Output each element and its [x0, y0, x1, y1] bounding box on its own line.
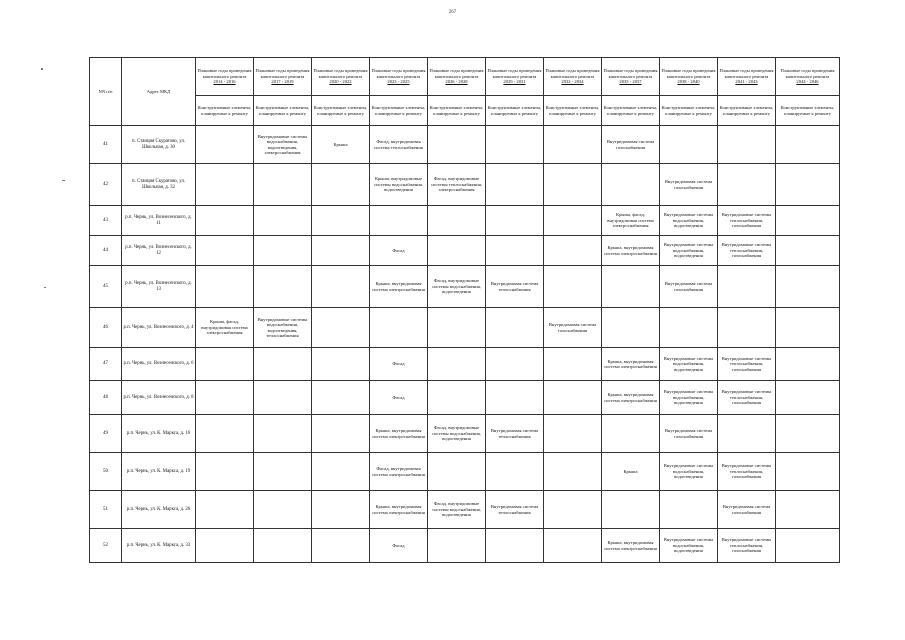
repair-cell [718, 266, 776, 308]
repair-cell [312, 381, 370, 415]
repair-cell [602, 491, 660, 529]
repair-cell: Крыша, внутридомовая система электроснабжения [602, 236, 660, 266]
header-period-years: 2038 - 2040 [677, 79, 700, 85]
repair-cell [660, 308, 718, 348]
header-period-years: 2029 - 2031 [503, 79, 526, 85]
repair-cell [544, 266, 602, 308]
repair-cell [196, 126, 254, 164]
repair-cell: Внутридомовая система газоснабжения [602, 126, 660, 164]
repair-cell [428, 453, 486, 491]
repair-cell [602, 308, 660, 348]
table-row [90, 164, 840, 206]
header-row-elements [90, 96, 840, 126]
repair-cell [254, 348, 312, 381]
repair-cell [486, 236, 544, 266]
repair-cell [544, 415, 602, 453]
repair-cell [254, 453, 312, 491]
repair-cell [196, 348, 254, 381]
repair-cell [196, 453, 254, 491]
repair-cell: Фасад [370, 348, 428, 381]
header-period-label: Плановые годы проведения капитального ремонта [429, 68, 484, 79]
repair-cell [544, 453, 602, 491]
table-row [90, 236, 840, 266]
header-element-label: Конструктивные элементы, планируемые к ремонту [254, 96, 312, 126]
row-address: р.п. Чернь, ул. Вознесенского, д. 8 [122, 381, 196, 415]
repair-cell: Внутридомовая система газоснабжения [718, 491, 776, 529]
row-address: п. Станция Скуратово, ул. Школьная, д. 30 [122, 126, 196, 164]
row-number: 52 [90, 529, 122, 563]
repair-cell [544, 236, 602, 266]
repair-cell [776, 266, 840, 308]
repair-cell [776, 126, 840, 164]
repair-cell [776, 453, 840, 491]
repair-cell: Фасад, внутридомовая система электроснабжения [370, 453, 428, 491]
repair-cell: Фасад [370, 236, 428, 266]
repair-cell: Внутридомовая система газоснабжения [544, 308, 602, 348]
repair-cell [196, 491, 254, 529]
repair-cell [312, 453, 370, 491]
header-period-years: 2023 - 2025 [387, 79, 410, 85]
repair-cell: Крыша, внутридомовая система электроснабжения [370, 415, 428, 453]
table-row [90, 126, 840, 164]
row-address: р.п. Чернь, ул. Вознесенского, д. 11 [122, 206, 196, 236]
table-body [90, 126, 840, 563]
header-element-label: Конструктивные элементы, планируемые к ремонту [428, 96, 486, 126]
repair-cell: Крыша, внутридомовая система электроснабжения [370, 266, 428, 308]
repair-cell: Крыша, внутридомовые системы водоснабжения, водоотведения [370, 164, 428, 206]
repair-cell [776, 415, 840, 453]
header-element-label: Конструктивные элементы, планируемые к ремонту [776, 96, 840, 126]
repair-cell [486, 206, 544, 236]
repair-cell [312, 308, 370, 348]
repair-cell [660, 491, 718, 529]
row-address: р.п. Чернь, ул. К. Маркса, д. 33 [122, 529, 196, 563]
row-number: 44 [90, 236, 122, 266]
repair-cell: Внутридомовые системы теплоснабжения, газоснабжения [718, 381, 776, 415]
repair-cell [428, 381, 486, 415]
repair-cell [486, 126, 544, 164]
repair-cell [312, 529, 370, 563]
repair-cell: Крыша [602, 453, 660, 491]
repair-cell: Внутридомовые системы теплоснабжения, газоснабжения [718, 529, 776, 563]
header-period-years: 2044 - 2046 [796, 79, 819, 85]
repair-cell [196, 266, 254, 308]
repair-cell: Внутридомовые системы водоснабжения, водоотведения [660, 348, 718, 381]
repair-cell [544, 164, 602, 206]
row-number: 43 [90, 206, 122, 236]
row-address: р.п. Чернь, ул. Вознесенского, д. 12 [122, 236, 196, 266]
repair-cell [196, 164, 254, 206]
header-period-10 [776, 58, 840, 96]
repair-cell [196, 415, 254, 453]
row-number: 51 [90, 491, 122, 529]
repair-cell: Внутридомовая система газоснабжения [660, 415, 718, 453]
repair-cell: Внутридомовые системы теплоснабжения, газоснабжения [718, 236, 776, 266]
repair-cell [254, 266, 312, 308]
header-element-label: Конструктивные элементы, планируемые к ремонту [196, 96, 254, 126]
repair-cell: Фасад, внутридомовые системы водоснабжения, водоотведения [428, 266, 486, 308]
repair-cell [428, 348, 486, 381]
header-period-1 [254, 58, 312, 96]
header-element-label: Конструктивные элементы, планируемые к ремонту [370, 96, 428, 126]
table-row [90, 529, 840, 563]
repair-cell: Внутридомовая система теплоснабжения [486, 266, 544, 308]
repair-cell [428, 236, 486, 266]
row-address: п. Станция Скуратово, ул. Школьная, д. 32 [122, 164, 196, 206]
table-row [90, 206, 840, 236]
row-number: 42 [90, 164, 122, 206]
row-number: 47 [90, 348, 122, 381]
header-element-label: Конструктивные элементы, планируемые к ремонту [718, 96, 776, 126]
header-period-label: Плановые годы проведения капитального ремонта [313, 68, 368, 79]
repair-cell: Крыша, фасад, внутридомовая система электроснабжения [602, 206, 660, 236]
scan-speck [44, 287, 46, 288]
repair-cell: Внутридомовые системы водоснабжения, водоотведения, электроснабжения [254, 126, 312, 164]
table-row [90, 415, 840, 453]
repair-cell [776, 308, 840, 348]
scan-speck [62, 180, 65, 181]
header-element-label: Конструктивные элементы, планируемые к ремонту [660, 96, 718, 126]
repair-cell [486, 308, 544, 348]
repair-cell [312, 206, 370, 236]
repair-cell [428, 126, 486, 164]
header-period-9 [718, 58, 776, 96]
repair-cell: Крыша, внутридомовая система электроснабжения [602, 529, 660, 563]
row-address: р.п. Чернь, ул. К. Маркса, д. 19 [122, 453, 196, 491]
header-period-years: 2032 - 2034 [561, 79, 584, 85]
page-number: 267 [448, 10, 457, 15]
repair-cell: Крыша, внутридомовая система электроснабжения [370, 491, 428, 529]
repair-cell [196, 206, 254, 236]
repair-cell [428, 529, 486, 563]
header-period-label: Плановые годы проведения капитального ремонта [780, 68, 835, 79]
repair-cell [602, 415, 660, 453]
row-number: 46 [90, 308, 122, 348]
repair-cell [602, 164, 660, 206]
repair-cell [254, 164, 312, 206]
repair-cell: Внутридомовые системы теплоснабжения, газоснабжения [718, 453, 776, 491]
repair-cell: Крыша, фасад, внутридомовая система электроснабжения [196, 308, 254, 348]
repair-cell [486, 348, 544, 381]
repair-cell: Фасад, внутридомовые системы водоснабжения, водоотведения [428, 415, 486, 453]
row-address: р.п. Чернь, ул. Вознесенского, д. 13 [122, 266, 196, 308]
header-period-2 [312, 58, 370, 96]
header-period-7 [602, 58, 660, 96]
header-period-years: 2017 - 2019 [271, 79, 294, 85]
header-num: NN п/п [90, 58, 122, 126]
header-period-years: 2035 - 2037 [619, 79, 642, 85]
header-element-label: Конструктивные элементы, планируемые к ремонту [602, 96, 660, 126]
header-period-4 [428, 58, 486, 96]
repair-cell: Внутридомовые системы водоснабжения, водоотведения [660, 381, 718, 415]
repair-cell [196, 236, 254, 266]
repair-cell [428, 206, 486, 236]
table-row [90, 348, 840, 381]
table-row [90, 308, 840, 348]
repair-cell [486, 529, 544, 563]
header-period-label: Плановые годы проведения капитального ремонта [371, 68, 426, 79]
repair-cell: Внутридомовые системы теплоснабжения, газоснабжения [718, 348, 776, 381]
repair-cell: Фасад, внутридомовые системы теплоснабжения, электроснабжения [428, 164, 486, 206]
row-address: р.п. Чернь, ул. К. Маркса, д. 26 [122, 491, 196, 529]
scan-speck [41, 68, 43, 70]
table-row [90, 453, 840, 491]
header-period-label: Плановые годы проведения капитального ремонта [661, 68, 716, 79]
repair-cell [776, 348, 840, 381]
repair-cell [486, 381, 544, 415]
table-row [90, 491, 840, 529]
repair-cell [312, 236, 370, 266]
repair-cell [196, 529, 254, 563]
repair-cell [254, 206, 312, 236]
repair-cell [718, 164, 776, 206]
repair-cell: Фасад, внутридомовые системы водоснабжения, водоотведения [428, 491, 486, 529]
row-number: 45 [90, 266, 122, 308]
header-period-years: 2041 - 2043 [735, 79, 758, 85]
repair-cell [776, 381, 840, 415]
repair-cell: Крыша, внутридомовая система электроснабжения [602, 381, 660, 415]
repair-cell [660, 126, 718, 164]
row-address: р.п. Чернь, ул. Вознесенского, д. 6 [122, 348, 196, 381]
repair-cell [312, 164, 370, 206]
header-period-years: 2026 - 2028 [445, 79, 468, 85]
header-period-3 [370, 58, 428, 96]
row-number: 41 [90, 126, 122, 164]
repair-cell [544, 529, 602, 563]
row-number: 48 [90, 381, 122, 415]
repair-cell: Внутридомовые системы водоснабжения, водоотведения [660, 206, 718, 236]
repair-schedule-table [89, 57, 840, 563]
repair-cell: Фасад [370, 529, 428, 563]
row-number: 50 [90, 453, 122, 491]
header-period-label: Плановые годы проведения капитального ремонта [719, 68, 774, 79]
repair-cell [544, 491, 602, 529]
row-address: р.п. Чернь, ул. К. Маркса, д. 16 [122, 415, 196, 453]
repair-cell [254, 529, 312, 563]
repair-cell [254, 236, 312, 266]
header-element-label: Конструктивные элементы, планируемые к ремонту [544, 96, 602, 126]
row-address: р.п. Чернь, ул. Вознесенского, д. 4 [122, 308, 196, 348]
header-period-label: Плановые годы проведения капитального ремонта [487, 68, 542, 79]
repair-cell [776, 164, 840, 206]
repair-cell [718, 415, 776, 453]
header-period-label: Плановые годы проведения капитального ремонта [197, 68, 252, 79]
header-period-0 [196, 58, 254, 96]
repair-cell [196, 381, 254, 415]
repair-cell: Фасад [370, 381, 428, 415]
repair-cell [254, 491, 312, 529]
repair-cell [254, 381, 312, 415]
row-number: 49 [90, 415, 122, 453]
repair-cell: Крыша, внутридомовая система электроснабжения [602, 348, 660, 381]
repair-cell: Внутридомовая система теплоснабжения [486, 491, 544, 529]
header-period-label: Плановые годы проведения капитального ремонта [255, 68, 310, 79]
repair-cell: Внутридомовые системы водоснабжения, водоотведения, теплоснабжения [254, 308, 312, 348]
header-element-label: Конструктивные элементы, планируемые к ремонту [486, 96, 544, 126]
repair-cell: Внутридомовые системы водоснабжения, водоотведения [660, 453, 718, 491]
repair-cell [312, 491, 370, 529]
repair-cell [718, 126, 776, 164]
header-period-years: 2020 - 2022 [329, 79, 352, 85]
repair-cell: Внутридомовые системы водоснабжения, водоотведения [660, 529, 718, 563]
repair-cell: Внутридомовая система газоснабжения [660, 164, 718, 206]
table-row [90, 266, 840, 308]
header-element-label: Конструктивные элементы, планируемые к ремонту [312, 96, 370, 126]
header-period-8 [660, 58, 718, 96]
repair-cell: Внутридомовые системы водоснабжения, водоотведения [660, 236, 718, 266]
repair-cell [428, 308, 486, 348]
repair-cell [544, 206, 602, 236]
repair-cell [776, 206, 840, 236]
repair-cell: Внутридомовая система теплоснабжения [486, 415, 544, 453]
header-period-5 [486, 58, 544, 96]
repair-cell [312, 266, 370, 308]
repair-cell [776, 491, 840, 529]
repair-cell [370, 206, 428, 236]
repair-cell [776, 529, 840, 563]
header-row-periods [90, 58, 840, 96]
repair-cell [312, 348, 370, 381]
header-period-label: Плановые годы проведения капитального ремонта [545, 68, 600, 79]
repair-cell [718, 308, 776, 348]
table-row [90, 381, 840, 415]
repair-cell [544, 126, 602, 164]
repair-cell [544, 381, 602, 415]
repair-cell [776, 236, 840, 266]
header-period-years: 2014 - 2016 [213, 79, 236, 85]
repair-cell [486, 453, 544, 491]
repair-cell: Фасад, внутридомовая система теплоснабжения [370, 126, 428, 164]
repair-cell: Внутридомовая система газоснабжения [660, 266, 718, 308]
repair-cell [370, 308, 428, 348]
repair-cell [486, 164, 544, 206]
repair-cell [312, 415, 370, 453]
repair-cell [544, 348, 602, 381]
header-period-6 [544, 58, 602, 96]
repair-cell [254, 415, 312, 453]
repair-cell [602, 266, 660, 308]
repair-cell: Крыша [312, 126, 370, 164]
repair-cell: Внутридомовые системы теплоснабжения, газоснабжения [718, 206, 776, 236]
header-address: Адрес МКД [122, 58, 196, 126]
header-period-label: Плановые годы проведения капитального ремонта [603, 68, 658, 79]
